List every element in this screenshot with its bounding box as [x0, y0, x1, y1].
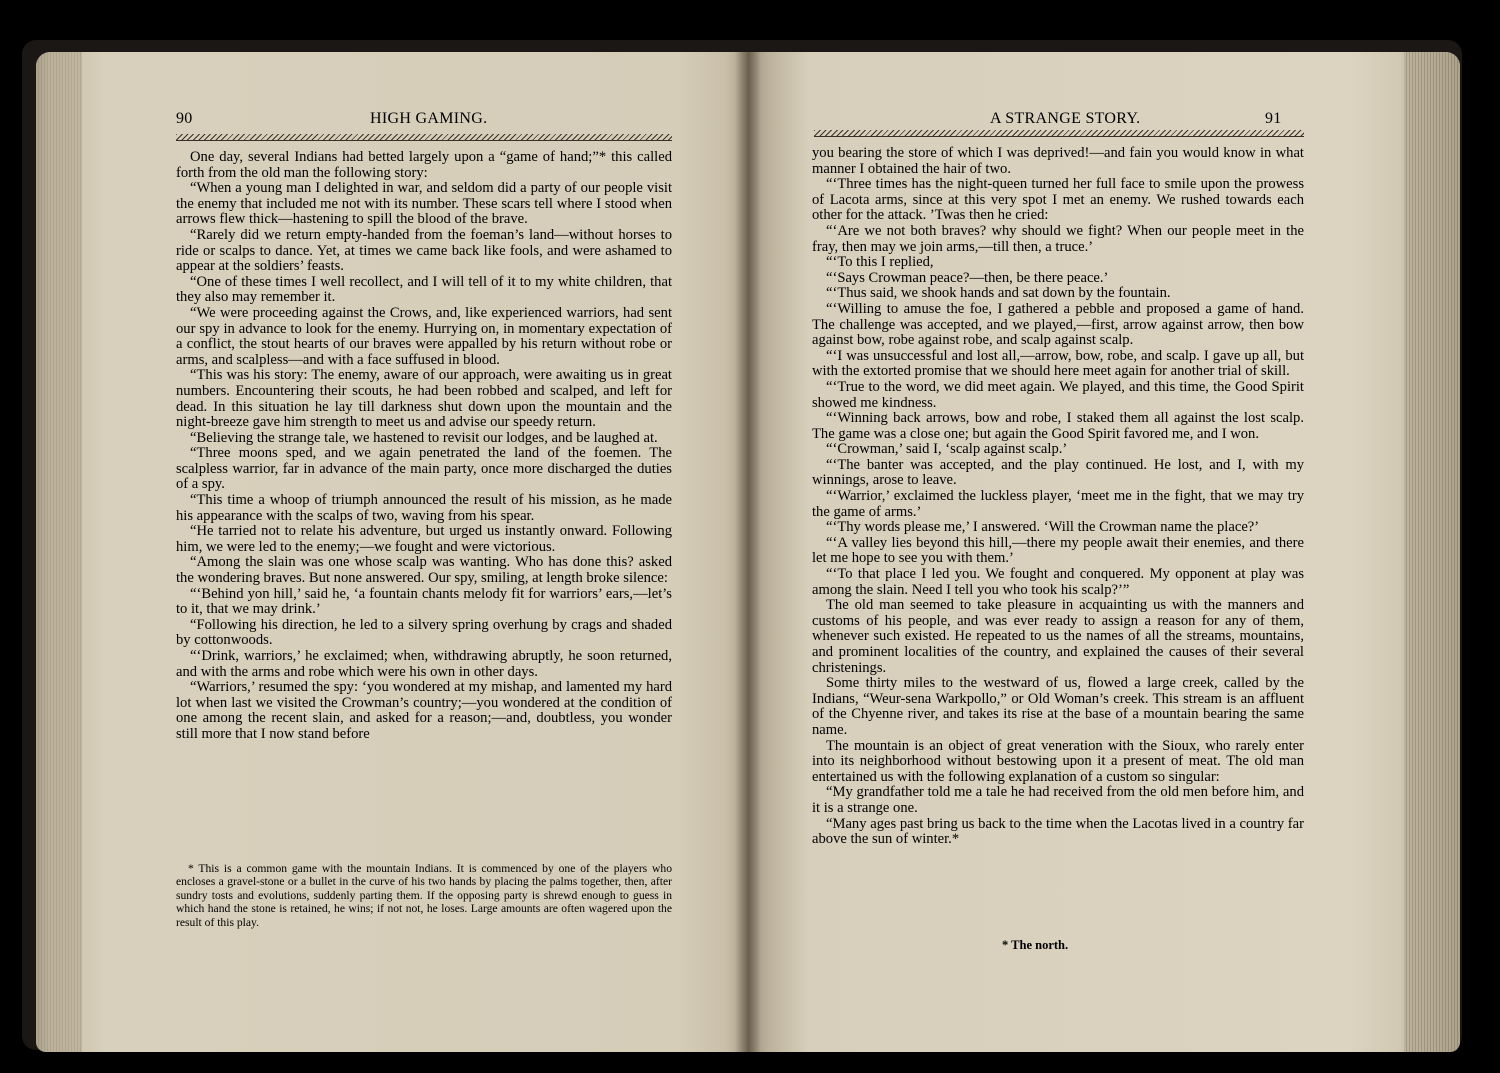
paragraph: “‘True to the word, we did meet again. We played, and this time, the Good Spirit showed me kindness.	[812, 378, 1304, 411]
paragraph: “Three moons sped, and we again penetrated the land of the foemen. The scalpless warrior, far in advance of the main party, once more discharged the duties of a spy.	[176, 445, 672, 493]
paragraph: “‘Behind yon hill,’ said he, ‘a fountain chants melody fit for warriors’ ears,—let’s to it, that we may drink.’	[176, 585, 672, 618]
paragraph: “This time a whoop of triumph announced the result of his mission, as he made his appearance with the scalps of two, waving from his spear.	[176, 492, 672, 524]
paragraph: The mountain is an object of great veneration with the Sioux, who rarely enter into its neighborhood without bestowing upon it a present of meat. The old man entertained us with the following explanation of a custom so singular:	[812, 737, 1304, 785]
paragraph: “‘Crowman,’ said I, ‘scalp against scalp.’	[826, 441, 1068, 458]
paragraph: “Many ages past bring us back to the time when the Lacotas lived in a country far above the sun of winter.*	[812, 815, 1304, 848]
paragraph: “‘Willing to amuse the foe, I gathered a pebble and proposed a game of hand. The challenge was accepted, and we played,—first, arrow against arrow, then bow against bow, robe against robe, and scalp against scalp.	[812, 300, 1304, 349]
paragraph: “Rarely did we return empty-handed from the foeman’s land—without horses to ride or scalps to dance. Yet, at times we came back like fools, and were ashamed to appear at the soldiers’ feasts.	[176, 226, 672, 275]
footnote-text: * This is a common game with the mountain Indians. It is commenced by one of the players who encloses a gravel-stone or a bullet in the curve of his two hands by placing the palms together, then, after sundry tosts and evolutions, suddenly parting them. If the opposing party is shrewd enough to guess in which hand the stone is retained, he wins; if not not, he loses. Large amounts are often wagered upon the result of this play.	[176, 862, 672, 929]
paragraph: “‘A valley lies beyond this hill,—there my people await their enemies, and there let me hope to see you with them.’	[812, 534, 1304, 567]
paragraph: “When a young man I delighted in war, and seldom did a party of our people visit the enemy that included me not with its number. These scars tell where I stood when arrows flew thick—hastening to spill the blood of the brave.	[176, 180, 672, 228]
right-page-number: 91	[1265, 110, 1282, 127]
paragraph: “‘Winning back arrows, bow and robe, I staked them all against the lost scalp. The game was a close one; but again the Good Spirit favored me, and I won.	[812, 410, 1304, 442]
paragraph: “Believing the strange tale, we hastened to revisit our lodges, and be laughed at.	[190, 429, 658, 446]
paragraph: “Following his direction, he led to a silvery spring overhung by crags and shaded by cottonwoods.	[176, 616, 672, 649]
paragraph: “Warriors,’ resumed the spy: ‘you wondered at my mishap, and lamented my hard lot when last we visited the Crowman’s country;—you wondered at the condition of one among the recent slain, and asked for a reason;—and, doubtless, you wonder still more that I now stand before	[176, 679, 672, 742]
paragraph: “‘Says Crowman peace?—then, be there peace.’	[826, 269, 1109, 286]
paragraph: “‘The banter was accepted, and the play continued. He lost, and I, with my winnings, arose to leave.	[812, 456, 1304, 489]
left-body-text	[176, 150, 672, 743]
right-page-edges	[1404, 52, 1460, 1052]
paragraph: “‘Thy words please me,’ I answered. ‘Will the Crowman name the place?’	[826, 519, 1260, 536]
paragraph: you bearing the store of which I was deprived!—and fain you would know in what manner I obtained the hair of two.	[812, 145, 1304, 177]
left-page-edges	[36, 52, 82, 1052]
paragraph: “‘Three times has the night-queen turned her full face to smile upon the prowess of Lacota arms, since at this very spot I met an enemy. We rushed towards each other for the attack. ’Twas then he cried:	[812, 176, 1304, 224]
left-running-head: HIGH GAMING.	[370, 110, 488, 127]
left-footnote	[176, 862, 672, 929]
book-gutter	[735, 52, 761, 1052]
paragraph: “‘Are we not both braves? why should we fight? When our people meet in the fray, then may we join arms,—till then, a truce.’	[812, 222, 1304, 255]
paragraph: The old man seemed to take pleasure in acquainting us with the manners and customs of his people, and was ever ready to assign a reason for any of them, whenever such existed. He repeated to us the names of all the streams, mountains, and prominent localities of the country, and explained the causes of their several christenings.	[812, 597, 1304, 676]
paragraph: “‘Drink, warriors,’ he exclaimed; when, withdrawing abruptly, he soon returned, and with the arms and robe which were his own in other days.	[176, 648, 672, 680]
left-header-rule	[176, 134, 672, 141]
paragraph: “We were proceeding against the Crows, and, like experienced warriors, had sent our spy in advance to look for the enemy. Hurrying on, in momentary expectation of a conflict, the stout hearts of our braves were appalled by his return without robe or arms, and scalpless—and with a face suffused in blood.	[176, 304, 672, 368]
right-header-rule	[814, 130, 1304, 137]
paragraph: “‘To this I replied,	[826, 254, 934, 271]
left-page-number: 90	[176, 110, 193, 127]
right-footnote: * The north.	[1002, 938, 1069, 952]
paragraph: “One of these times I well recollect, and I will tell of it to my white children, that they also may remember it.	[176, 273, 672, 306]
paragraph: “‘I was unsuccessful and lost all,—arrow, bow, robe, and scalp. I gave up all, but with the extorted promise that we should here meet again for another trial of skill.	[812, 347, 1304, 380]
paragraph: “This was his story: The enemy, aware of our approach, were awaiting us in great numbers. Encountering their scouts, he had been robbed and scalped, and left for dead. In this situation he lay till darkness shut down upon the mountain and the night-breeze gave him strength to meet us and advise our speedy return.	[176, 367, 672, 431]
paragraph: “He tarried not to relate his adventure, but urged us instantly onward. Following him, we were led to the enemy;—we fought and were victorious.	[176, 523, 672, 555]
paragraph: “‘Thus said, we shook hands and sat down by the fountain.	[826, 285, 1171, 302]
paragraph: “My grandfather told me a tale he had received from the old men before him, and it is a strange one.	[812, 784, 1304, 816]
paragraph: “Among the slain was one whose scalp was wanting. Who has done this? asked the wondering braves. But none answered. Our spy, smiling, at length broke silence:	[176, 554, 672, 587]
right-running-head: A STRANGE STORY.	[990, 110, 1141, 127]
paragraph: Some thirty miles to the westward of us, flowed a large creek, called by the Indians, “Weur-sena Warkpollo,” or Old Woman’s creek. This stream is an affluent of the Chyenne river, and takes its rise at the base of a mountain bearing the same name.	[812, 675, 1304, 738]
paragraph: “‘To that place I led you. We fought and conquered. My opponent at play was among the slain. Need I tell you who took his scalp?’”	[812, 566, 1304, 598]
paragraph: One day, several Indians had betted largely upon a “game of hand;”* this called forth from the old man the following story:	[176, 149, 672, 181]
right-body-text	[812, 146, 1304, 848]
paragraph: “‘Warrior,’ exclaimed the luckless player, ‘meet me in the fight, that we may try the game of arms.’	[812, 488, 1304, 520]
